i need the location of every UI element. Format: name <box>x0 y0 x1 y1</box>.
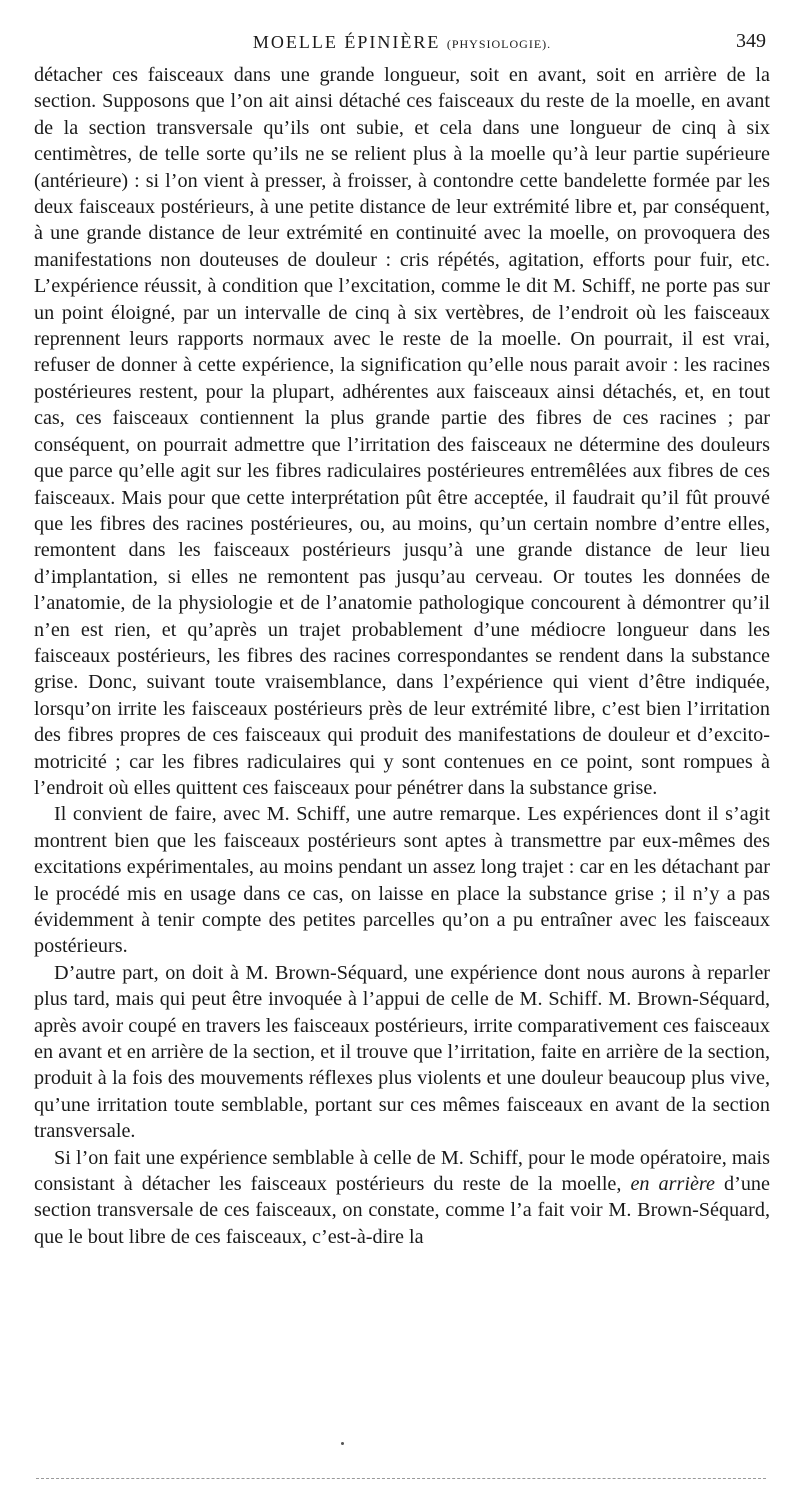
running-title-subtitle: (PHYSIOLOGIE). <box>446 37 552 51</box>
stray-ink-dot <box>341 1442 344 1445</box>
paragraph-4-text-before: Si l’on fait une expérience semblable à celle de M. Schiff, pour le mode opératoire, mais consistant à détacher les faisceaux postérieurs du reste de la moelle, <box>34 1146 770 1196</box>
running-title-main: MOELLE ÉPINIÈRE <box>252 32 441 52</box>
paragraph-3: D’autre part, on doit à M. Brown-Séquard, une expérience dont nous aurons à reparler plus tard, mais qui peut être invoquée à l’appui de celle de M. Schiff. M. Brown-Séquard, après avoir coupé en travers les faisceaux postérieurs, irrite comparativement ces faisceaux en avant et en arrière de la section, et il trouve que l’irritation, faite en arrière de la section, produit à la fois des mouvements réflexes plus violents et une douleur beaucoup plus vive, qu’une irritation toute semblable, portant sur ces mêmes faisceaux en avant de la section transversale. <box>34 961 770 1143</box>
body-text <box>34 62 770 1250</box>
paragraph-1: détacher ces faisceaux dans une grande longueur, soit en avant, soit en arrière de la section. Supposons que l’on ait ainsi détaché ces faisceaux du reste de la moelle, en avant de la section transversale qu’ils ont subie, et cela dans une longueur de cinq à six centimètres, de telle sorte qu’ils ne se relient plus à la moelle qu’à leur partie supérieure (antérieure) : si l’on vient à presser, à froisser, à contondre cette bandelette formée par les deux faisceaux postérieurs, à une petite distance de leur extrémité libre et, par conséquent, à une grande distance de leur extrémité en continuité avec la moelle, on provoquera des manifestations non douteuses de douleur : cris répétés, agitation, efforts pour fuir, etc. L’expérience réussit, à condition que l’excitation, comme le dit M. Schiff, ne porte pas sur un point éloigné, par un intervalle de cinq à six vertèbres, de l’endroit où les faisceaux reprennent leurs rapports normaux avec le reste de la moelle. On pourrait, il est vrai, refuser de donner à cette expérience, la signification qu’elle nous parait avoir : les racines postérieures restent, pour la plupart, adhérentes aux faisceaux ainsi détachés, et, en tout cas, ces faisceaux contiennent la plus grande partie des fibres de ces racines ; par conséquent, on pourrait admettre que l’irritation des faisceaux ne détermine des douleurs que parce qu’elle agit sur les fibres radiculaires postérieures entremêlées aux fibres de ces faisceaux. Mais pour que cette interprétation pût être acceptée, il faudrait qu’il fût prouvé que les fibres des racines postérieures, ou, au moins, qu’un certain nombre d’entre elles, remontent dans les faisceaux postérieurs jusqu’à une grande distance de leur lieu d’implantation, si elles ne remontent pas jusqu’au cerveau. Or toutes les données de l’anatomie, de la physiologie et de l’anatomie pathologique concourent à démontrer qu’il n’en est rien, et qu’après un trajet probablement d’une médiocre longueur dans les faisceaux postérieurs, les fibres des racines correspondantes se rendent dans la substance grise. Donc, suivant toute vraisemblance, dans l’expérience qui vient d’être indiquée, lorsqu’on irrite les faisceaux postérieurs près de leur extrémité libre, c’est bien l’irritation des fibres propres de ces faisceaux qui produit des manifestations de douleur et d’excito-motricité ; car les fibres radiculaires qui y sont contenues en ce point, sont rompues à l’endroit où elles quittent ces faisceaux pour pénétrer dans la substance grise. <box>34 64 770 799</box>
footer-rule <box>36 1478 766 1479</box>
page-number: 349 <box>736 30 766 52</box>
running-title <box>34 32 770 54</box>
book-page <box>34 28 770 1250</box>
paragraph-4 <box>34 1145 770 1251</box>
running-head <box>34 28 770 62</box>
paragraph-2: Il convient de faire, avec M. Schiff, une autre remarque. Les expériences dont il s’agit montrent bien que les faisceaux postérieurs sont aptes à transmettre par eux-mêmes des excitations expérimentales, au moins pendant un assez long trajet : car en les détachant par le procédé mis en usage dans ce cas, on laisse en place la substance grise ; il n’y a pas évidemment à tenir compte des petites parcelles qu’on a pu entraîner avec les faisceaux postérieurs. <box>34 803 770 958</box>
paragraph-4-emphasis: en arrière <box>630 1173 715 1196</box>
paragraph-4-text-after: d’une section transversale de ces faisceaux, on constate, comme l’a fait voir M. Brown-Séquard, que le bout libre de ces faisceaux, c’est-à-dire la <box>34 1173 770 1248</box>
